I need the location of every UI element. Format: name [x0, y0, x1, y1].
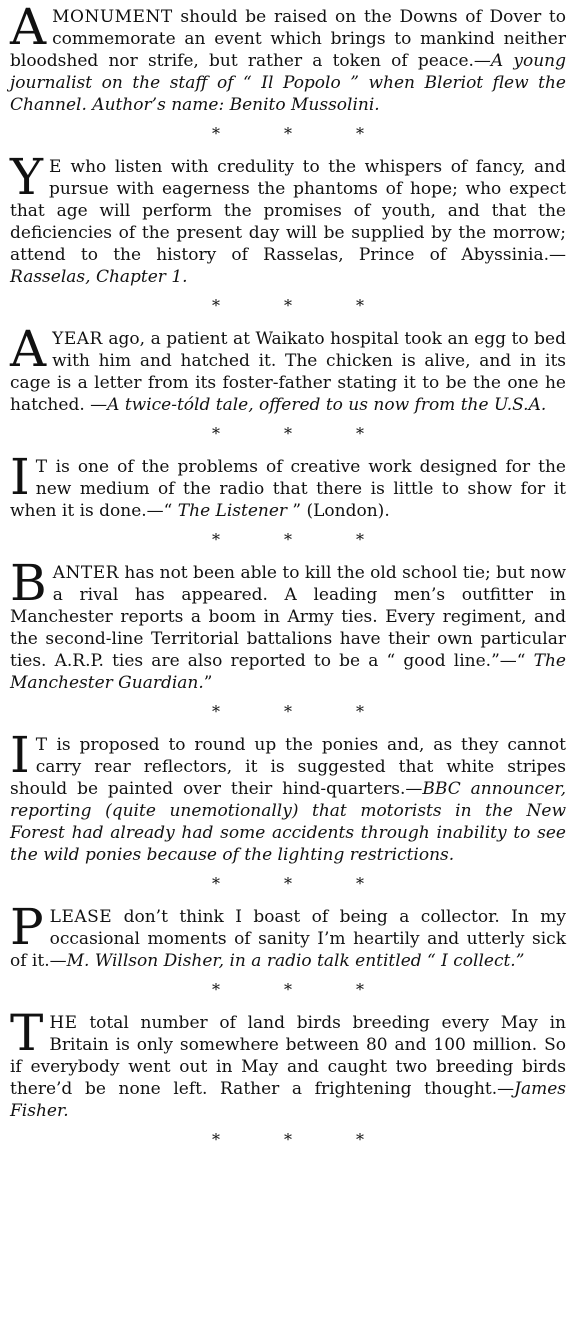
separator-star: *	[284, 1130, 292, 1149]
separator	[10, 1130, 566, 1150]
paragraph-school-tie	[10, 554, 566, 694]
paragraph-body: should be raised on the Downs of Dover to commemorate an event which brings to mankind neither bloodshed nor strife, but rather a token of peace.—	[10, 7, 566, 71]
separator-star: *	[212, 980, 220, 999]
attribution: BBC announcer, reporting (quite unemotionally) that motorists in the New Forest had already had some accidents through inability to see the wild ponies because of the lighting restrictions.	[10, 779, 566, 865]
drop-cap: A	[10, 320, 47, 378]
lead-word: MONUMENT	[52, 7, 173, 27]
separator-star: *	[212, 530, 220, 549]
separator-star: *	[212, 702, 220, 721]
lead-word: ANTER	[52, 563, 119, 583]
separator-star: *	[356, 702, 364, 721]
drop-cap: Y	[10, 148, 44, 206]
attribution: James Fisher.	[10, 1079, 566, 1121]
lead-word: HE	[49, 1013, 78, 1033]
separator-star: *	[212, 874, 220, 893]
paragraph-land-birds	[10, 1004, 566, 1122]
separator-star: *	[212, 296, 220, 315]
paragraph-body: total number of land birds breeding every May in Britain is only somewhere between 80 and 100 million. So if everybody went out in May and caught two breeding birds there’d be none left. Rather a frightening thought.—	[10, 1013, 566, 1099]
paragraph-collector	[10, 898, 566, 972]
drop-cap: B	[10, 554, 47, 612]
separator-star: *	[356, 424, 364, 443]
paragraph-tail: ” (London).	[287, 501, 390, 521]
separator	[10, 702, 566, 722]
separator	[10, 874, 566, 894]
paragraph-body: is one of the problems of creative work designed for the new medium of the radio that there is little to show for it when it is done.—“	[10, 457, 566, 521]
attribution: A young journalist on the staff of “ Il Popolo ” when Bleriot flew the Channel. Author’s name: Benito Mussolini.	[10, 51, 566, 115]
lead-word: T	[35, 735, 48, 755]
lead-word: LEASE	[49, 907, 113, 927]
paragraph-tail: ”	[203, 673, 213, 693]
separator-star: *	[284, 296, 292, 315]
drop-cap: P	[10, 898, 44, 956]
separator	[10, 124, 566, 144]
separator-star: *	[284, 980, 292, 999]
paragraph-rasselas	[10, 148, 566, 288]
attribution: Rasselas, Chapter 1.	[10, 267, 188, 287]
attribution: The Listener	[177, 501, 288, 521]
separator	[10, 530, 566, 550]
paragraph-body: is proposed to round up the ponies and, as they cannot carry rear reflectors, it is suggested that white stripes should be painted over their hind-quarters.—	[10, 735, 566, 799]
separator-star: *	[284, 702, 292, 721]
separator-star: *	[284, 530, 292, 549]
lead-word: E	[49, 157, 62, 177]
paragraph-body: ago, a patient at Waikato hospital took an egg to bed with him and hatched it. The chicken is alive, and in its cage is a letter from its foster-father stating it to be the one he hatched. —	[10, 329, 566, 415]
separator-star: *	[356, 296, 364, 315]
paragraph-ponies	[10, 726, 566, 866]
separator	[10, 980, 566, 1000]
attribution: M. Willson Disher, in a radio talk entitled “ I collect.”	[66, 951, 525, 971]
separator-star: *	[284, 124, 292, 143]
attribution: The Manchester Guardian.	[10, 651, 566, 693]
paragraph-body: who listen with credulity to the whispers of fancy, and pursue with eagerness the phantoms of hope; who expect that age will perform the promises of youth, and that the deficiencies of the present day will be supplied by the morrow; attend to the history of Rasselas, Prince of Abyssinia.—	[10, 157, 566, 265]
attribution: A twice-tóld tale, offered to us now from the U.S.A.	[107, 395, 547, 415]
drop-cap: I	[10, 448, 30, 506]
separator-star: *	[212, 124, 220, 143]
separator-star: *	[356, 980, 364, 999]
separator-star: *	[356, 1130, 364, 1149]
drop-cap: I	[10, 726, 30, 784]
separator-star: *	[284, 874, 292, 893]
lead-word: T	[35, 457, 48, 477]
separator-star: *	[356, 874, 364, 893]
separator-star: *	[212, 1130, 220, 1149]
paragraph-radio	[10, 448, 566, 522]
paragraph-monument	[10, 0, 566, 116]
separator-star: *	[212, 424, 220, 443]
lead-word: YEAR	[52, 329, 103, 349]
separator-star: *	[284, 424, 292, 443]
separator-star: *	[356, 530, 364, 549]
paragraph-body: has not been able to kill the old school tie; but now a rival has appeared. A leading men’s outfitter in Manchester reports a boom in Army ties. Every regiment, and the second-line Territorial battalions have their own particular ties. A.R.P. ties are also reported to be a “ good line.”—“	[10, 563, 566, 671]
paragraph-body: don’t think I boast of being a collector. In my occasional moments of sanity I’m heartily and utterly sick of it.—	[10, 907, 566, 971]
separator	[10, 424, 566, 444]
separator	[10, 296, 566, 316]
paragraph-waikato	[10, 320, 566, 416]
drop-cap: A	[10, 0, 47, 56]
drop-cap: T	[10, 1004, 44, 1062]
separator-star: *	[356, 124, 364, 143]
